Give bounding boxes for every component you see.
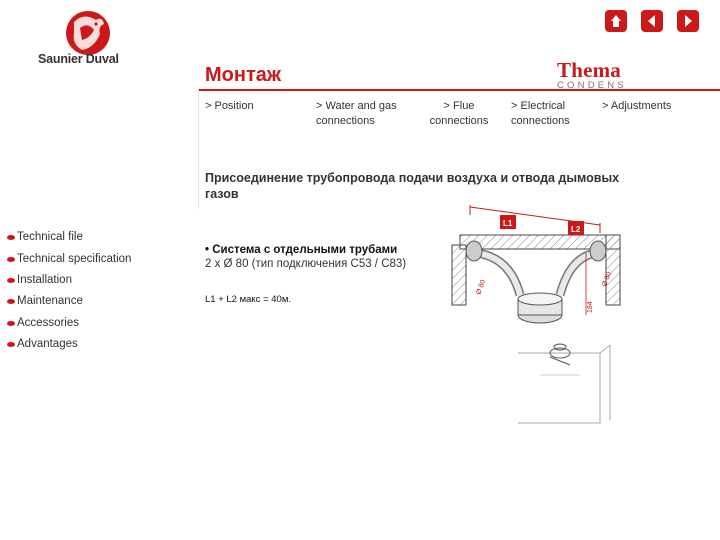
tab-adjustments[interactable]	[602, 99, 671, 114]
bullet-icon	[7, 299, 15, 304]
tab-label: > Water and gas connections	[316, 100, 397, 127]
sidebar-item-label: Accessories	[17, 317, 79, 329]
tab-position[interactable]	[205, 99, 254, 114]
section-title: Присоединение трубопровода подачи воздуха и отвода дымовых газов	[205, 171, 620, 201]
product-brand	[557, 58, 627, 91]
bullet-icon	[7, 342, 15, 347]
bullet-subtitle: 2 x Ø 80 (тип подключения С53 / С83)	[205, 258, 407, 270]
tab-label: > Adjustments	[602, 100, 672, 112]
bullet-icon	[7, 257, 15, 262]
title-divider	[198, 89, 720, 91]
sidebar-item-accessories[interactable]	[7, 317, 79, 329]
home-icon[interactable]	[605, 10, 627, 32]
sidebar-item-label: Technical file	[17, 231, 83, 243]
left-diameter-label: Ø 80	[475, 279, 488, 296]
tab-label: > Position	[205, 100, 254, 112]
sidebar-item-label: Technical specification	[17, 253, 132, 265]
left-wall	[452, 245, 466, 305]
tab-label: > Electrical connections	[511, 100, 570, 127]
product-subname: CONDENS	[557, 80, 627, 91]
sidebar-item-advantages[interactable]	[7, 338, 78, 350]
system-description	[205, 243, 406, 271]
logo-wordmark: Saunier Duval	[38, 52, 119, 66]
right-diameter-label: Ø 80	[601, 271, 614, 288]
bullet-icon	[7, 235, 15, 240]
product-name: Thema	[557, 58, 621, 82]
sidebar-item-installation[interactable]	[7, 274, 72, 286]
l1-label: L1	[503, 219, 513, 228]
top-navigation	[605, 10, 699, 32]
boiler-outline	[518, 353, 600, 423]
bullet-title: • Система с отдельными трубами	[205, 244, 398, 256]
arrow-left-icon[interactable]	[641, 10, 663, 32]
sidebar-item-maintenance[interactable]	[7, 295, 83, 307]
tab-flue[interactable]	[424, 99, 494, 129]
sidebar-item-technical-file[interactable]	[7, 231, 83, 243]
tab-label: > Flue connections	[429, 100, 489, 127]
tab-water-gas[interactable]	[316, 99, 416, 129]
arrow-right-icon[interactable]	[677, 10, 699, 32]
height-dimension-label: 184	[587, 301, 594, 313]
vertical-divider	[198, 89, 199, 209]
flue-connection-diagram	[400, 195, 650, 425]
sidebar-item-label: Advantages	[17, 338, 78, 350]
bullet-icon	[7, 278, 15, 283]
tab-electrical[interactable]	[511, 99, 591, 129]
bullet-icon	[7, 321, 15, 326]
sidebar-item-technical-specification[interactable]	[7, 253, 131, 265]
page-title: Монтаж	[205, 64, 282, 86]
right-wall	[606, 235, 620, 305]
sidebar-item-label: Maintenance	[17, 295, 83, 307]
sidebar-item-label: Installation	[17, 274, 72, 286]
length-formula: L1 + L2 макс = 40м.	[205, 294, 291, 305]
l2-label: L2	[571, 225, 581, 234]
